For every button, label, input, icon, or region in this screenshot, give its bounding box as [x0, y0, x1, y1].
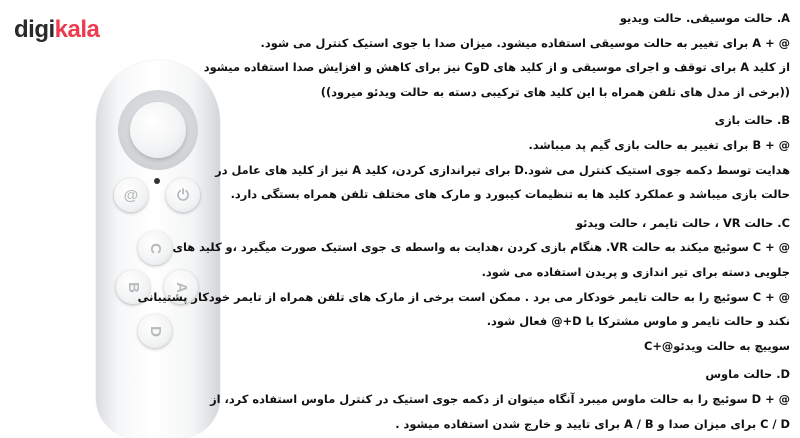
- a-button-label: A: [172, 281, 190, 293]
- section-a-line-2: از کلید A برای توقف و اجرای موسیقی و از کلید های DوC نیز برای کاهش و افزایش صدا استفاده میشود: [203, 60, 790, 75]
- section-c-line-2: جلویی دسته برای تیر اندازی و پریدن استفاده می شود.: [481, 264, 790, 279]
- section-b-line-2: هدایت توسط دکمه جوی استیک کنترل می شود.D برای تیراندازی کردن، کلید A نیز از کلید های عامل در: [215, 162, 790, 177]
- section-a-line-1: @ + A برای تغییر به حالت موسیقی استفاده میشود. میزان صدا با جوی استیک کنترل می شود.: [260, 35, 790, 50]
- section-a-heading: A. حالت موسیقی. حالت ویدیو: [619, 11, 790, 25]
- section-c-line-3: @ + C سوئیچ را به حالت تایمر خودکار می برد . ممکن است برخی از مارک های تلفن همراه از تایمر خودکار پشتیبانی: [137, 289, 790, 304]
- logo-part-2: kala: [54, 16, 100, 43]
- section-b-line-1: @ + B برای تغییر به حالت بازی گیم پد میباشد.: [528, 137, 790, 152]
- indicator-led: [154, 178, 160, 184]
- joystick-cap: [130, 102, 186, 158]
- at-button-label: @: [123, 186, 139, 204]
- section-d-line-2: C / D برای میزان صدا و A / B برای تایید و خارج شدن استفاده میشود .: [395, 416, 790, 431]
- section-c-line-4: نکند و حالت تایمر و ماوس مشترکا با D+@ فعال شود.: [486, 314, 790, 329]
- d-button: [138, 314, 172, 348]
- c-button-label: C: [146, 242, 164, 254]
- section-b-line-3: حالت بازی میباشد و عملکرد کلید ها به تنظیمات کیبورد و مارک های مختلف تلفن همراه بستگی دارد.: [230, 187, 790, 202]
- section-d-heading: D. حالت ماوس: [705, 367, 790, 382]
- power-button: [166, 178, 200, 212]
- logo-part-1: digi: [14, 16, 55, 43]
- digikala-logo[interactable]: [14, 16, 99, 44]
- section-c-line-5: سوییچ به حالت ویدئو@+C: [643, 338, 790, 353]
- b-button-label: B: [124, 281, 142, 293]
- section-c-line-1: @ + C سوئیچ میکند به حالت VR. هنگام بازی کردن ،هدایت به واسطه ی جوی استیک صورت میگیرد ،و کلید های: [172, 240, 790, 255]
- power-icon: ⏻: [177, 186, 189, 204]
- instructions-text: [137, 6, 790, 436]
- section-c-heading: C. حالت VR ، حالت تایمر ، حالت ویدئو: [575, 215, 790, 230]
- at-button: [114, 178, 148, 212]
- joystick-ring: [118, 90, 198, 170]
- d-button-label: D: [146, 325, 164, 337]
- section-b-heading: B. حالت بازی: [714, 113, 790, 128]
- section-d-line-1: @ + D سوئیچ را به حالت ماوس میبرد آنگاه میتوان از دکمه جوی استیک در کنترل ماوس استفاده کرد، از: [210, 391, 790, 406]
- section-a-line-3: ((برخی از مدل های تلفن همراه با این کلید های ترکیبی دسته به حالت ویدئو میرود)): [320, 84, 790, 99]
- c-button: [138, 231, 172, 265]
